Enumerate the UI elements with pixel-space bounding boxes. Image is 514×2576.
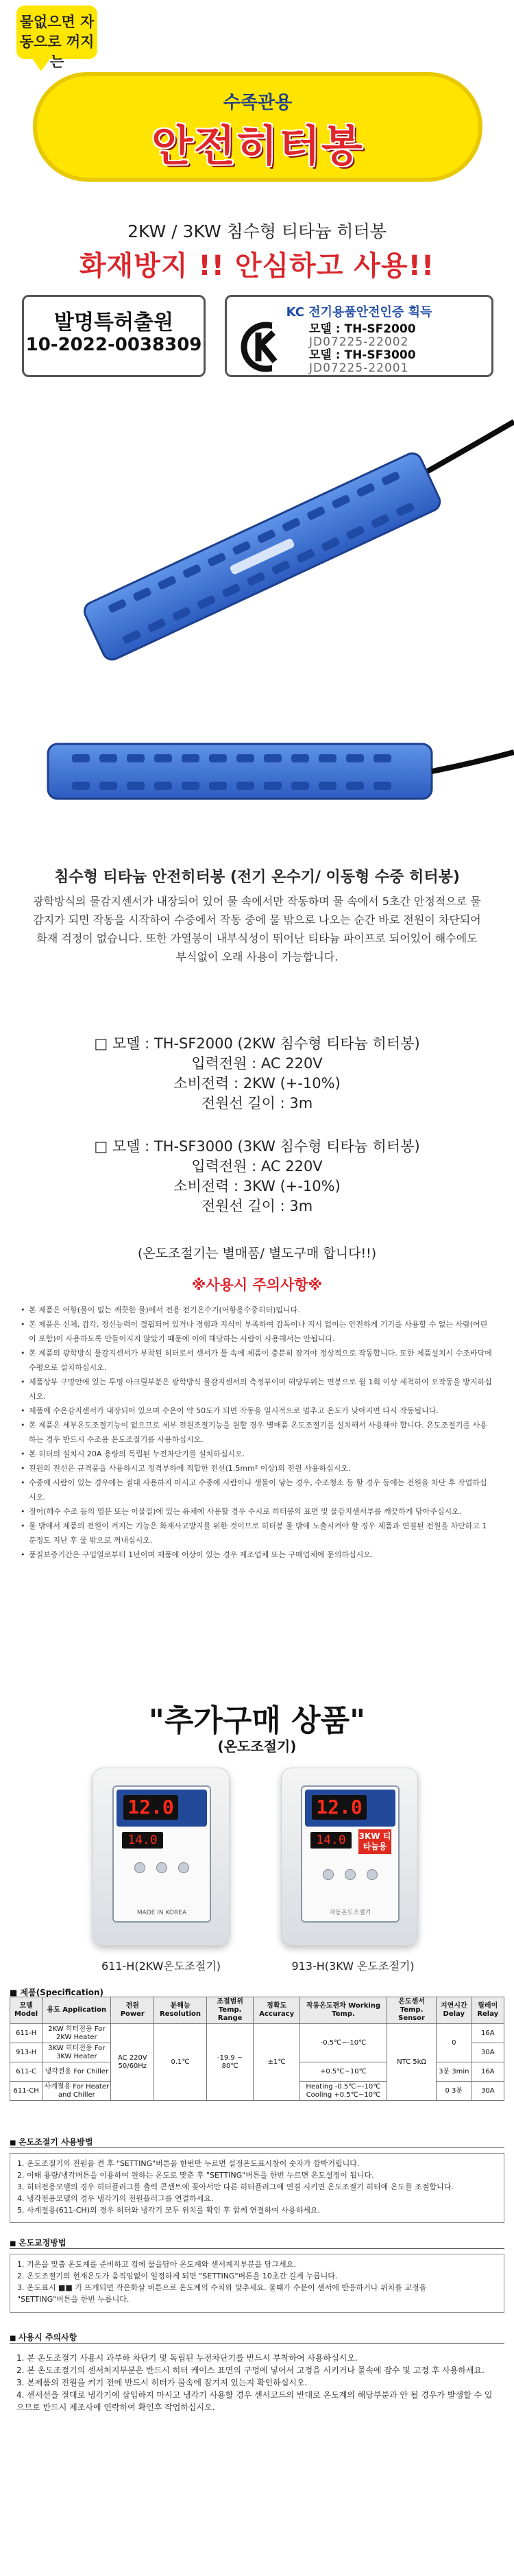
correction-line: "SETTING"버튼을 한번 누릅니다.: [17, 2295, 130, 2304]
caution-item: • 수중에 사람이 있는 경우에는 절대 사용하지 마시고 수중에 사람이나 생물이 닿는 경우, 수조청소 등 할 경우 등에는 전원을 차단 후 작업하십시오.: [21, 1476, 493, 1504]
model-power-1: 입력전원 : AC 220V: [191, 1055, 323, 1072]
spec-cell: 913-H: [10, 2043, 42, 2062]
thermostat-button: [178, 1862, 189, 1873]
extra-purchase-subtitle: (온도조절기): [217, 1738, 297, 1755]
model-title-2: □ 모델 : TH-SF3000 (3KW 침수형 티타늄 히터봉): [94, 1138, 420, 1155]
description-body: 광학방식의 물감지센서가 내장되어 있어 물 속에서만 작동하며 물 속에서 5초간 안정적으로 물감지가 되면 작동을 시작하여 수중에서 작동 중에 물 밖으로 나오는 순간 바로 전원이 차단되어 화재 걱정이 없습니다. 또한 가열봉이 내부식성이 뛰어난 티타늄 파이프로 되어있어 해수에도 부식없이 오래 사용이 가능합니다.: [33, 895, 481, 963]
kc-model-list: [309, 323, 489, 375]
thermostat-611h: [93, 1768, 230, 1946]
spec-cell: 사계절용 For Heater and Chiller: [42, 2082, 111, 2101]
spec-cell: ±1℃: [254, 2024, 299, 2101]
model-spec-1: [0, 1034, 514, 1114]
model-power-2: 입력전원 : AC 220V: [191, 1158, 323, 1175]
spec-header-cell: 분해능 Resolution: [154, 1997, 207, 2024]
caution-item: • 본 제품은 신체, 감각, 정신능력이 결핍되어 있거나 경험과 지식이 부족하여 감독이나 지시 없이는 안전하게 기기를 사용할 수 없는 사람(어린이 포함)이 사용하도록 만들어지지 않았기 때문에 이에 해당하는 사람이 사용해서는 안됩니다.: [21, 1317, 493, 1346]
usage-section-title: ■ 온도조절기 사용방법: [10, 2136, 93, 2147]
caution-title: ※사용시 주의사항※: [191, 1277, 323, 1293]
spec-header-cell: 온도센서 Temp. Sensor: [387, 1997, 437, 2024]
spec-header-cell: 정확도 Accuracy: [254, 1997, 299, 2024]
spec-cell: 0: [437, 2024, 472, 2062]
extra-purchase-title: "추가구매 상품": [148, 1703, 366, 1738]
spec-cell: 30A: [472, 2082, 504, 2101]
model-consumption-2: 소비전력 : 3KW (+-10%): [173, 1178, 341, 1194]
spec-table: [10, 1997, 504, 2101]
hero-speech-tag: 물없으면 자동으로 꺼지는: [16, 5, 97, 59]
patent-number: 10-2022-0038309: [25, 335, 202, 355]
spec-cell: 0 3분: [437, 2082, 472, 2101]
kc-badge: [225, 295, 493, 377]
spec-header-row: [10, 1997, 504, 2024]
patent-badge: [22, 295, 206, 377]
spec-cell: Heating -0.5℃~-10℃ Cooling +0.5℃~10℃: [299, 2082, 387, 2101]
caution-list: [21, 1303, 493, 1562]
spec-header-cell: 작동온도편차 Working Temp.: [299, 1997, 387, 2024]
table-row: [10, 2024, 504, 2043]
notice-line: 4. 센서선을 절대로 냉각기에 삽입하지 마시고 냉각기 사용할 경우 센서코드의 반대로 온도계의 해당부분과 안 될 경우가 발생할 수 있으므로 반드시 제조사에 연락하여 확인후 작업하십시오.: [16, 2390, 493, 2412]
thermostat-3kw-badge: 3KW 티타늄용: [358, 1829, 391, 1854]
thermostat-label: 자동온도조절기: [329, 1910, 371, 1916]
kc-certification-icon: [241, 322, 295, 372]
spec-cell: 3KW 히터전용 For 3KW Heater: [42, 2043, 111, 2062]
thermostat-button: [323, 1869, 334, 1880]
correction-box: [10, 2254, 504, 2313]
usage-box: [10, 2153, 504, 2223]
thermostat-panel: [301, 1785, 400, 1923]
thermostat-caption-913h: 913-H(3KW 온도조절기): [291, 1960, 415, 1973]
caution-item: • 본 히터의 설치시 20A 용량의 독립된 누전차단기를 설치하십시오.: [21, 1447, 493, 1461]
hero-subtitle: 수족관용: [223, 93, 293, 113]
thermostat-913h: [281, 1768, 418, 1946]
kc-code-2: JD07225-22001: [309, 361, 409, 375]
divider: [10, 2343, 504, 2344]
usage-line: 4. 냉각전용모델의 경우 냉각기의 전원플러그를 연결하세요.: [17, 2194, 214, 2203]
caution-item: • 정어(해수 수조 등의 염분 또는 이물질)에 있는 유체에 사용할 경우 수시로 히터봉의 표면 및 물감지센서부를 깨끗하게 닦아주십시오.: [21, 1504, 493, 1519]
spec-cell: 16A: [472, 2062, 504, 2082]
thermostat-setpoint-display: 14.0: [122, 1832, 163, 1849]
notice-line: 1. 본 온도조절기 사용시 과부하 차단기 및 독립된 누전차단기를 반드시 부착하여 사용하십시오.: [16, 2353, 358, 2363]
divider: [10, 2248, 504, 2249]
spec-cell: 2KW 히터전용 For 2KW Heater: [42, 2024, 111, 2043]
thermostat-display: 12.0: [312, 1795, 367, 1820]
spec-cell: +0.5℃~10℃: [299, 2062, 387, 2082]
model-title-1: □ 모델 : TH-SF2000 (2KW 침수형 티타늄 히터봉): [94, 1035, 420, 1052]
spec-header-cell: 모델 Model: [10, 1997, 42, 2024]
correction-section-title: ■ 온도교정방법: [10, 2237, 66, 2248]
kc-model-2: 모델 : TH-SF3000: [309, 348, 416, 362]
model-cable-2: 전원선 길이 : 3m: [201, 1198, 313, 1214]
thermostat-button: [156, 1862, 167, 1873]
notice-section-title: ■ 사용시 주의사항: [10, 2331, 77, 2343]
spec-header-cell: 전원 Power: [111, 1997, 154, 2024]
hero-fire-line: 화재방지 !! 안심하고 사용!!: [79, 250, 435, 282]
spec-cell: 냉각전용 For Chiller: [42, 2062, 111, 2082]
heater-product-photo: [0, 394, 514, 847]
notice-line: 3. 본제품의 전원을 켜기 전에 반드시 히터가 물속에 잠겨져 있는지 확인하십시오.: [16, 2378, 308, 2387]
caution-item: • 본 제품은 어항(물이 없는 깨끗한 물)에서 전용 전기온수기(어항용수중히터)입니다.: [21, 1303, 493, 1317]
product-description: [0, 865, 514, 966]
caution-item: • 본 제품의 광학방식 물감지센서가 부착된 히터로서 센서가 물 속에 제품이 충분히 잠겨야 정상적으로 작동합니다. 또한 제품설치시 수조바닥에 수평으로 설치하십시오.: [21, 1346, 493, 1375]
caution-item: • 제품상부 구멍안에 있는 투명 아크릴부분은 광학방식 물감지센서의 측정부이며 해당부위는 면봉으로 월 1회 이상 세척하여 오작동을 방지하십시오.: [21, 1375, 493, 1404]
divider: [10, 2147, 504, 2148]
spec-cell: 30A: [472, 2043, 504, 2062]
spec-cell: 16A: [472, 2024, 504, 2043]
notice-line: 2. 본 온도조절기의 센서처지부분은 반드시 히터 케이스 표면의 구멍에 넣어서 고정을 시키거나 물속에 잠수 및 고정 후 사용하세요.: [16, 2366, 485, 2375]
caution-item: • 품질보증기간은 구입일로부터 1년이며 제품에 이상이 있는 경우 제조업체 또는 구매업체에 문의하십시오.: [21, 1548, 493, 1562]
spec-cell: 611-H: [10, 2024, 42, 2043]
patent-title: 발명특허출원: [54, 311, 173, 335]
caution-item: • 본 제품은 세부온도조절기능이 없으므로 세부 전원조절기능을 원할 경우 별매품 온도조절기를 설치해서 사용해야 합니다. 온도조절기를 사용하는 경우 반드시 수조용 온도조절기를 사용하십시오.: [21, 1418, 493, 1447]
thermostat-display-bar: [305, 1790, 395, 1827]
caution-item: • 물 밖에서 제품의 전원이 켜지는 기능은 화재사고방지를 위한 것이므로 히터봉 물 밖에 노출시켜야 할 경우 제품과 연결된 전원을 차단하고 1분정도 지난 후 물 밖으로 꺼내십시오.: [21, 1519, 493, 1548]
spec-cell: 3분 3min: [437, 2062, 472, 2082]
spec-header-cell: 용도 Application: [42, 1997, 111, 2024]
hero-spec-line: 2KW / 3KW 침수형 티타늄 히터봉: [127, 221, 387, 241]
spec-header-cell: 조절범위 Temp. Range: [206, 1997, 254, 2024]
thermostat-setpoint-display: 14.0: [310, 1832, 352, 1849]
thermostat-note: (온도조절기는 별매품/ 별도구매 합니다!!): [137, 1246, 377, 1261]
hero-title: 안전히터봉: [151, 121, 364, 171]
thermostat-display-bar: [117, 1790, 207, 1827]
thermostat-button: [134, 1862, 145, 1873]
correction-line: 3. 온도표시 ■■ 가 뜨게되면 작은화살 버튼으로 온도계의 수치와 맞추세요. 물때가 수분이 센서에 반응하거나 위치를 교정을: [17, 2283, 427, 2292]
usage-line: 2. 이때 용량/냉각버튼을 이용하여 원하는 온도로 맞춘 후 "SETTING"버튼을 한번 누르면 온도설정이 됩니다.: [17, 2171, 374, 2180]
thermostat-display: 12.0: [123, 1795, 178, 1820]
kc-code-1: JD07225-22002: [309, 335, 409, 349]
thermostat-panel: [112, 1785, 211, 1923]
thermostat-caption-611h: 611-H(2KW온도조절기): [101, 1960, 221, 1973]
model-cable-1: 전원선 길이 : 3m: [201, 1095, 313, 1111]
caution-item: • 제품에 수온감지센서가 내장되어 있으며 수온이 약 50도가 되면 작동을 일시적으로 멈추고 온도가 낮아지면 다시 작동됩니다.: [21, 1404, 493, 1418]
spec-cell: -19.9 ~ 80℃: [206, 2024, 254, 2101]
usage-line: 1. 온도조절기의 전원을 켠 후 "SETTING"버튼을 한번만 누르면 설정온도표시창이 숫자가 깜박거립니다.: [17, 2159, 360, 2168]
spec-cell: NTC 5kΩ: [387, 2024, 437, 2101]
thermostat-button: [367, 1869, 378, 1880]
spec-cell: 611-C: [10, 2062, 42, 2082]
spec-cell: -0.5℃~-10℃: [299, 2024, 387, 2062]
spec-cell: 611-CH: [10, 2082, 42, 2101]
spec-heading: ■ 제품(Specification): [10, 1988, 104, 1997]
thermostat-label: MADE IN KOREA: [136, 1910, 187, 1916]
kc-title: KC 전기용품안전인증 획득: [286, 305, 432, 320]
notice-list: [16, 2352, 498, 2414]
model-consumption-1: 소비전력 : 2KW (+-10%): [173, 1075, 341, 1092]
spec-cell: AC 220V 50/60Hz: [111, 2024, 154, 2101]
hero-title-pill: [33, 72, 482, 182]
kc-model-1: 모델 : TH-SF2000: [309, 322, 416, 336]
usage-line: 5. 사계절용(611-CH)의 경우 히터와 냉각기 모두 위치를 확인 후 함께 연결하여 사용하세요.: [17, 2206, 320, 2215]
spec-header-cell: 지연시간 Delay: [437, 1997, 472, 2024]
spec-header-cell: 릴레이 Relay: [472, 1997, 504, 2024]
model-spec-2: [0, 1137, 514, 1216]
spec-cell: 0.1℃: [154, 2024, 207, 2101]
description-title: 침수형 티타늄 안전히터봉 (전기 온수기/ 이동형 수중 히터봉): [54, 869, 460, 886]
correction-line: 2. 온도조절기의 현재온도가 움직임없이 일정하게 되면 "SETTING"버튼을 10초간 길게 누릅니다.: [17, 2272, 338, 2280]
caution-item: • 전원의 전선은 규격품을 사용하시고 정격부하에 적합한 전선(1.5mm² 이상)의 전원 사용하십시오.: [21, 1461, 493, 1476]
usage-line: 3. 히터전용모델의 경우 히터플러그를 출력 콘센트에 꽂아서만 다른 히터플러그에 연결 시키면 온도조절기 히터에 온도를 조절합니다.: [17, 2182, 454, 2191]
correction-line: 1. 기온을 맞출 온도계를 준비하고 컵에 물을담아 온도계와 센서계지부분을 담그세요.: [17, 2260, 296, 2269]
thermostat-button: [345, 1869, 356, 1880]
